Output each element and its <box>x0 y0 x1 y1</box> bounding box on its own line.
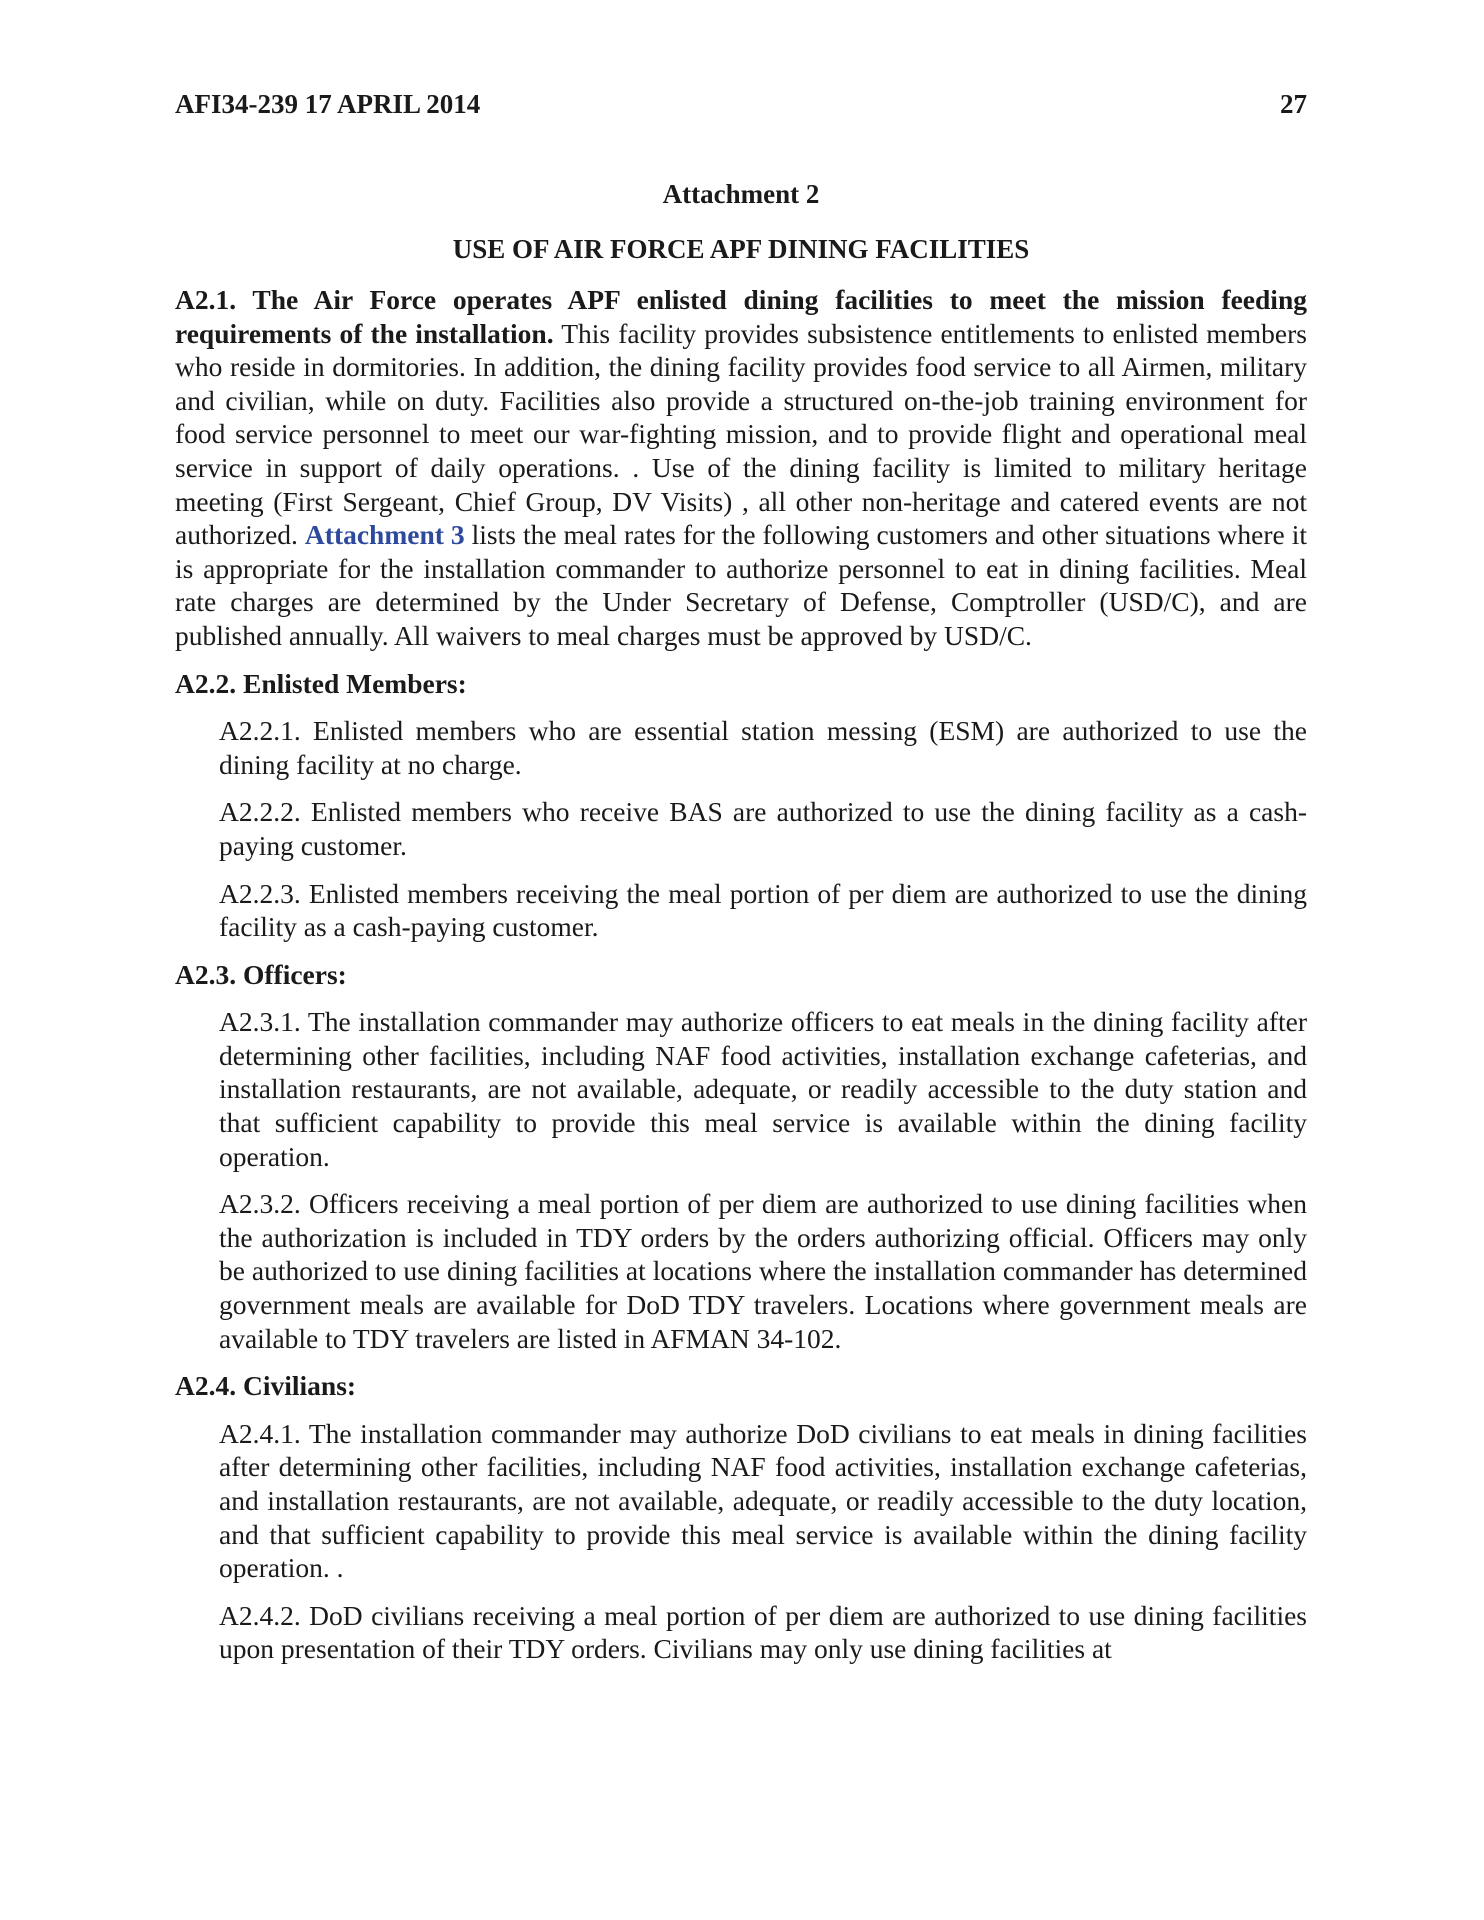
paragraph-a2-1-lead: A2.1. The Air Force operates APF enlisted dining facilities to meet the mission feeding requirements of the installation. <box>175 284 1307 349</box>
paragraph-a2-1-text-continued: lists the meal rates for the following customers and other situations where it is appropriate for the installation commander to authorize personnel to eat in dining facilities. Meal rate charges are determined by the Under Secretary of Defense, Comptroller (USD/C), and are published annually. All waivers to meal charges must be approved by USD/C. <box>175 519 1307 651</box>
paragraph-a2-1-text: This facility provides subsistence entitlements to enlisted members who reside in dormitories. In addition, the dining facility provides food service to all Airmen, military and civilian, while on duty. Facilities also provide a structured on-the-job training environment for food service personnel to meet our war-fighting mission, and to provide flight and operational meal service in support of daily operations. . Use of the dining facility is limited to military heritage meeting (First Sergeant, Chief Group, DV Visits) , all other non-heritage and catered events are not authorized. <box>175 317 1307 551</box>
attachment-3-link[interactable]: Attachment 3 <box>304 519 465 551</box>
paragraph-a2-2-3: A2.2.3. Enlisted members receiving the meal portion of per diem are authorized to use the dining facility as a cash-paying customer. <box>219 877 1307 943</box>
paragraph-a2-4-2: A2.4.2. DoD civilians receiving a meal portion of per diem are authorized to use dining facilities upon presentation of their TDY orders. Civilians may only use dining facilities at <box>219 1599 1307 1665</box>
attachment-title: Attachment 2 <box>662 179 820 209</box>
paragraph-a2-2-1: A2.2.1. Enlisted members who are essential station messing (ESM) are authorized to use the dining facility at no charge. <box>219 715 1307 780</box>
paragraph-a2-4-1: A2.4.1. The installation commander may authorize DoD civilians to eat meals in dining facilities after determining other facilities, including NAF food activities, installation exchange cafeterias, and installation restaurants, are not available, adequate, or readily accessible to the duty location, and that sufficient capability to provide this meal service is available within the dining facility operation. . <box>219 1417 1307 1584</box>
paragraph-a2-3-2: A2.3.2. Officers receiving a meal portion of per diem are authorized to use dining facilities when the authorization is included in TDY orders by the orders authorizing official. Officers may only be authorized to use dining facilities at locations where the installation commander has determined government meals are available for DoD TDY travelers. Locations where government meals are available to TDY travelers are listed in AFMAN 34-102. <box>219 1188 1307 1354</box>
paragraph-a2-2-2: A2.2.2. Enlisted members who receive BAS are authorized to use the dining facility as a cash-paying customer. <box>219 796 1307 861</box>
paragraph-a2-1 <box>175 283 1307 653</box>
document-id: AFI34-239 17 APRIL 2014 <box>175 89 481 119</box>
page-number: 27 <box>1280 89 1307 119</box>
paragraph-a2-3-1: A2.3.1. The installation commander may authorize officers to eat meals in the dining facility after determining other facilities, including NAF food activities, installation exchange cafeterias, and installation restaurants, are not available, adequate, or readily accessible to the duty station and that sufficient capability to provide this meal service is available within the dining facility operation. <box>219 1006 1307 1172</box>
section-title: USE OF AIR FORCE APF DINING FACILITIES <box>452 234 1030 264</box>
heading-a2-2: A2.2. Enlisted Members: <box>175 667 467 699</box>
document-page <box>175 84 1307 1666</box>
heading-a2-3: A2.3. Officers: <box>175 958 347 990</box>
page-header <box>175 84 1307 124</box>
heading-a2-4: A2.4. Civilians: <box>175 1370 357 1402</box>
